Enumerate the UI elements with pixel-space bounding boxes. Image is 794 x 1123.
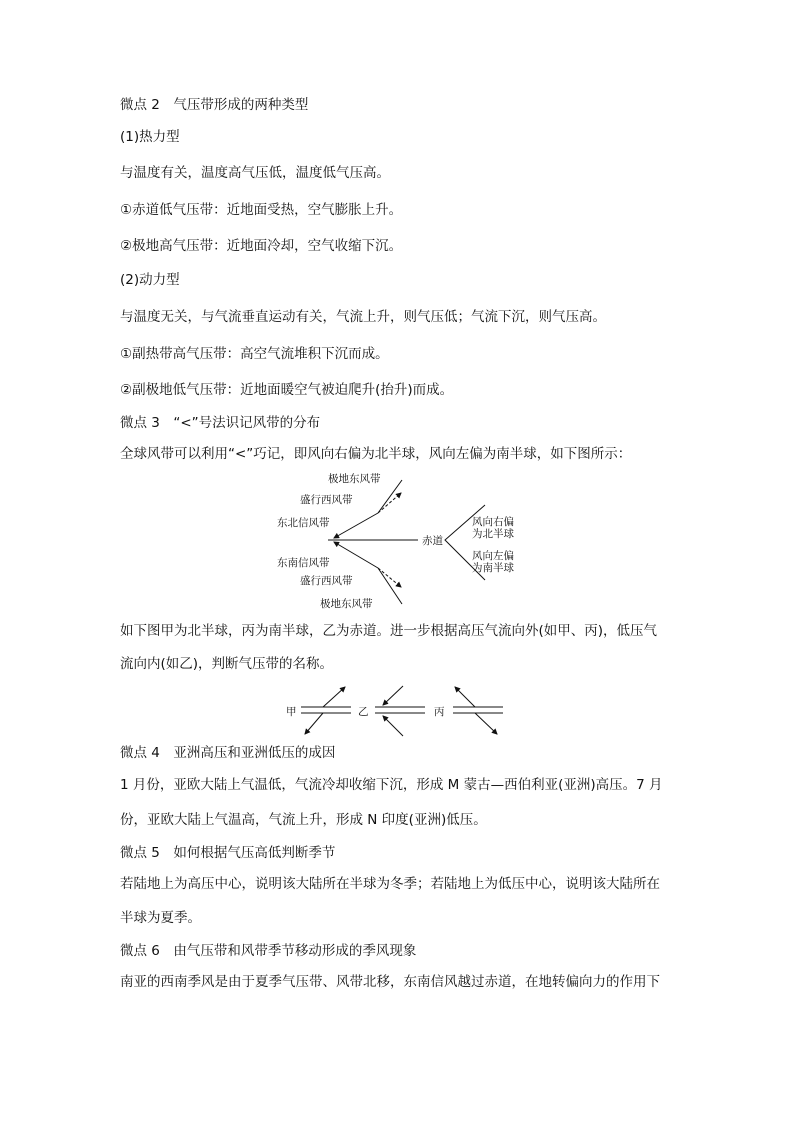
se-trade-label: 东南信风带 (277, 557, 330, 569)
north-westerly-label: 盛行西风带 (300, 494, 353, 506)
north-polar-east-label: 极地东风带 (328, 473, 381, 485)
south-polar-east-arrow (378, 568, 402, 604)
bing-arrow-up (455, 687, 475, 707)
ne-trade-label: 东北信风带 (277, 517, 330, 529)
thermal-item-1: ①赤道低气压带：近地面受热，空气膨胀上升。 (120, 202, 403, 218)
south-westerly-label: 盛行西风带 (300, 575, 353, 587)
section4-line1: 1 月份，亚欧大陆上气温低，气流冷却收缩下沉，形成 M 蒙古—西伯利亚(亚洲)高压。7 月 (120, 777, 663, 793)
yi-label: 乙 (358, 706, 369, 718)
section4-line2: 份，亚欧大陆上气温高，气流上升，形成 N 印度(亚洲)低压。 (120, 812, 487, 828)
dynamic-title: (2)动力型 (120, 272, 180, 288)
section2-heading: 微点 2 气压带形成的两种类型 (120, 97, 309, 113)
right-deflect-label-2: 为北半球 (472, 528, 514, 540)
section5-heading: 微点 5 如何根据气压高低判断季节 (120, 845, 336, 861)
wind-belt-diagram (270, 470, 530, 615)
section5-line2: 半球为夏季。 (120, 910, 201, 926)
south-westerly-arrow (378, 568, 401, 587)
section3-desc: 全球风带可以利用“<”巧记，即风向右偏为北半球，风向左偏为南半球，如下图所示： (120, 446, 632, 462)
dynamic-item-2: ②副极地低气压带：近地面暖空气被迫爬升(抬升)而成。 (120, 382, 454, 398)
thermal-title: (1)热力型 (120, 129, 180, 145)
section4-heading: 微点 4 亚洲高压和亚洲低压的成因 (120, 745, 336, 761)
dynamic-desc: 与温度无关，与气流垂直运动有关，气流上升，则气压低；气流下沉，则气压高。 (120, 309, 606, 325)
left-deflect-label-2: 为南半球 (472, 562, 514, 574)
section5-line1: 若陆地上为高压中心，说明该大陆所在半球为冬季；若陆地上为低压中心，说明该大陆所在 (120, 876, 660, 892)
dynamic-item-1: ①副热带高气压带：高空气流堆积下沉而成。 (120, 346, 389, 362)
section6-line1: 南亚的西南季风是由于夏季气压带、风带北移，东南信风越过赤道，在地转偏向力的作用下 (120, 974, 660, 990)
ne-trade-arrow (334, 513, 378, 538)
north-westerly-arrow (378, 493, 401, 513)
bing-label: 丙 (434, 706, 445, 718)
jia-arrow-down (305, 713, 323, 734)
right-deflect-label-1: 风向右偏 (472, 516, 514, 528)
section3-desc2-line2: 流向内(如乙)，判断气压带的名称。 (120, 656, 334, 672)
section3-heading: 微点 3 “<”号法识记风带的分布 (120, 415, 321, 431)
section6-heading: 微点 6 由气压带和风带季节移动形成的季风现象 (120, 943, 417, 959)
yi-arrow-in-top (383, 686, 403, 705)
thermal-item-2: ②极地高气压带：近地面冷却，空气收缩下沉。 (120, 238, 403, 254)
jia-label: 甲 (286, 706, 297, 718)
se-trade-arrow (334, 542, 378, 568)
north-polar-east-arrow (378, 480, 402, 513)
jia-arrow-up (323, 687, 345, 707)
left-deflect-label-1: 风向左偏 (472, 550, 514, 562)
pressure-belt-diagram (285, 682, 510, 740)
bing-arrow-down (475, 713, 497, 734)
thermal-desc: 与温度有关，温度高气压低，温度低气压高。 (120, 165, 390, 181)
section3-desc2-line1: 如下图甲为北半球，丙为南半球，乙为赤道。进一步根据高压气流向外(如甲、丙)，低压气 (120, 623, 658, 639)
south-polar-east-label: 极地东风带 (320, 598, 373, 610)
yi-arrow-in-bottom (383, 716, 403, 736)
equator-label: 赤道 (422, 535, 443, 547)
